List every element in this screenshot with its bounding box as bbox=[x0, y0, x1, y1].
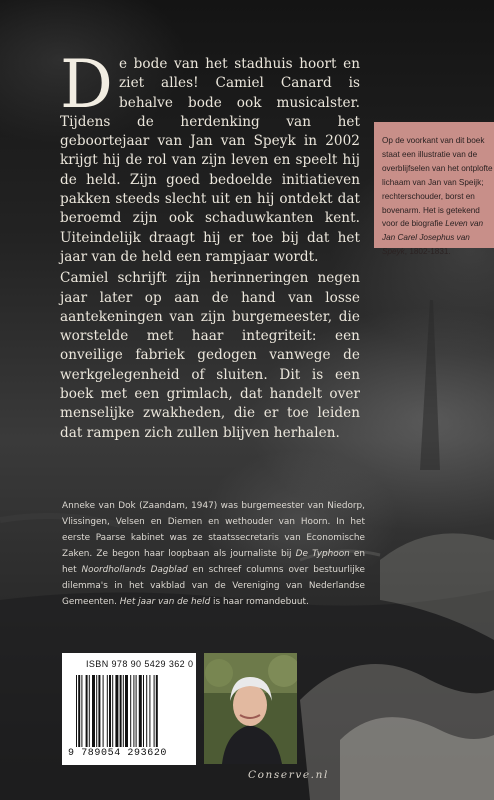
blurb-paragraph-2: Camiel schrijft zijn herinneringen negen jaar later op aan de hand van losse aantekeningen van zijn burgemeester, die worstelde met haar integriteit: een onveilige fabriek gedogen vanwege de werkgelegenheid of sluiten. Dit is een boek met een grimlach, dat handelt over menselijke zwakheden, die er toe leiden dat rampen zich zullen blijven herhalen. bbox=[60, 270, 360, 441]
blurb bbox=[60, 46, 360, 443]
illustration-note-box bbox=[374, 122, 494, 257]
drop-cap: D bbox=[60, 46, 113, 123]
illustration-note-text: Op de voorkant van dit boek staat een illustratie van de overblijfselen van het ontplofte lichaam van Jan van Speijk; rechterschouder, borst en bovenarm. Het is getekend voor de biografie bbox=[382, 136, 493, 229]
author-portrait-icon bbox=[204, 653, 297, 764]
publisher-website[interactable]: Conserve.nl bbox=[248, 769, 329, 781]
barcode-box bbox=[62, 653, 196, 765]
isbn-label: ISBN 978 90 5429 362 0 bbox=[86, 659, 194, 669]
novel-title: Het jaar van de held bbox=[119, 597, 211, 607]
biography-title: Leven van Jan Carel Josephus van Speyk bbox=[382, 219, 484, 257]
author-bio-part-4: is haar romandebuut. bbox=[210, 597, 309, 607]
barcode-digits: 9 789054 293620 bbox=[68, 748, 168, 759]
illustration-note-end: , 1802-1831. bbox=[404, 247, 451, 257]
author-bio bbox=[62, 498, 365, 610]
author-photo bbox=[204, 653, 297, 764]
blurb-paragraph-1-lead: e bode van het stadhuis hoort en ziet alles! Camiel Canard is behalve bode ook musicalster. bbox=[118, 56, 360, 111]
author-bio-part-1: Anneke van Dok (Zaandam, 1947) was burgemeester van Niedorp, Vlissingen, Velsen en Diemen en wethouder van Hoorn. In het eerste Paarse kabinet was ze staatssecretaris van Economische Zaken. Ze begon haar loopbaan als journaliste bij bbox=[62, 501, 365, 559]
newspaper-de-typhoon: De Typhoon bbox=[295, 549, 350, 559]
illustration-note bbox=[382, 134, 494, 259]
author-bio-part-2: en het bbox=[62, 549, 365, 575]
blurb-paragraph-1-rest: Tijdens de herdenking van het geboortejaar van Jan van Speyk in 2002 krijgt hij de rol van zijn leven en speelt hij de held. Zijn goed bedoelde initiatieven pakken steeds slecht uit en hij ontdekt dat beroemd zijn ook schaduwkanten kent. Uiteindelijk draagt hij er toe bij dat het jaar van de held een rampjaar wordt. bbox=[60, 113, 360, 265]
newspaper-noordhollands-dagblad: Noordhollands Dagblad bbox=[81, 565, 188, 575]
barcode-icon bbox=[76, 675, 184, 747]
author-bio-part-3: en schreef columns over bestuurlijke dilemma's in het vakblad van de Vereniging van Nederlandse Gemeenten. bbox=[62, 565, 365, 607]
